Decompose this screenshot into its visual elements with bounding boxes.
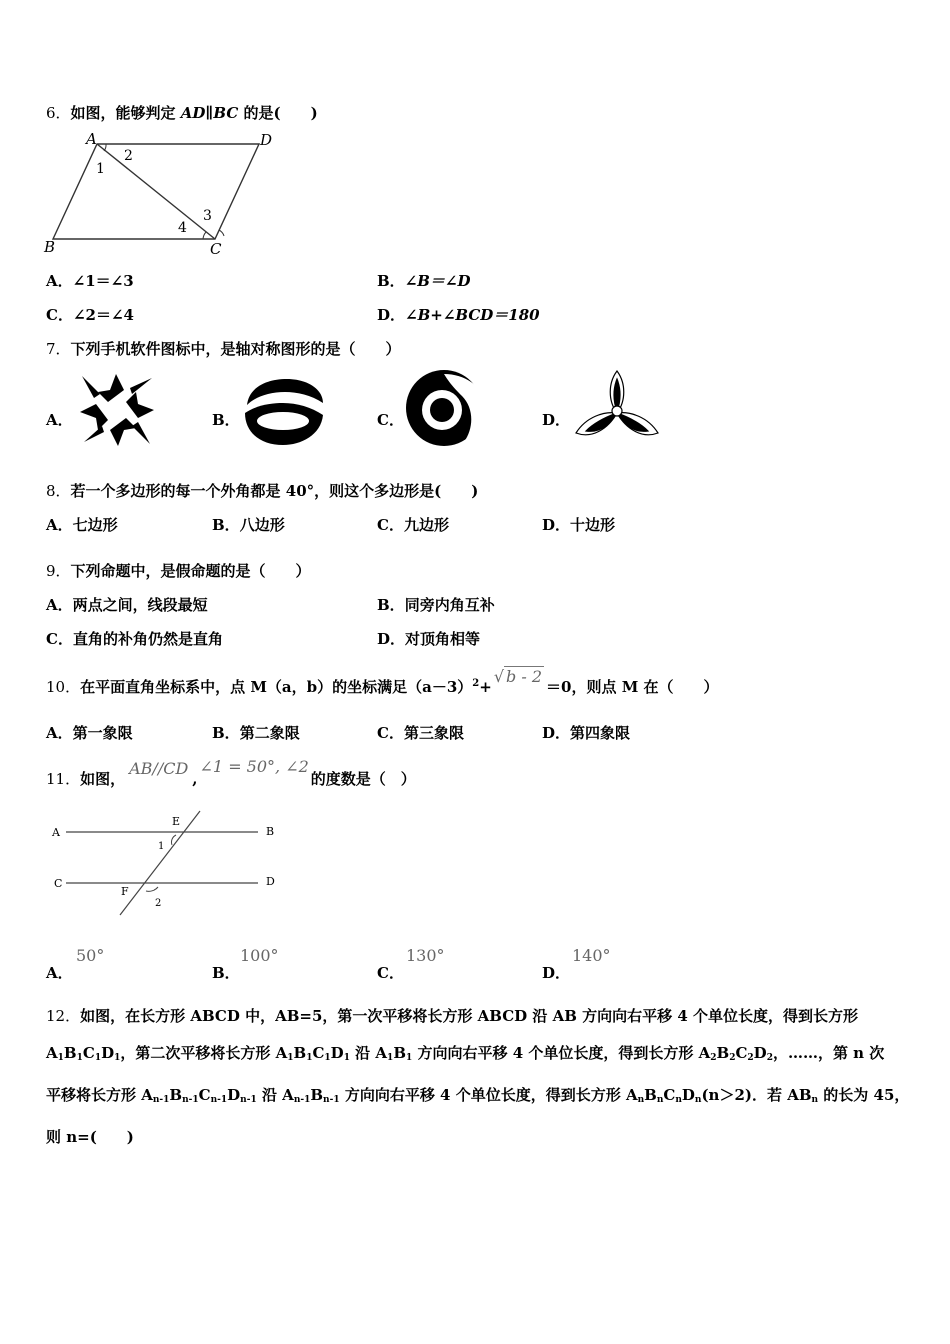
q12-number: 12．: [46, 1007, 81, 1025]
q11-text-a: 如图，: [80, 770, 126, 788]
q6-label-A: A: [86, 130, 97, 148]
q6-label-C: C: [210, 240, 222, 258]
q11-math-parallel: AB//CD: [129, 759, 189, 778]
q8-stem: [46, 480, 478, 501]
q11-angle-1: 1: [158, 841, 165, 852]
q6-label-D: D: [260, 131, 273, 149]
q11-stem: [46, 757, 416, 789]
q11-option-a-value: 50°: [76, 946, 105, 965]
q10-number: 10．: [46, 678, 81, 696]
split-ellipse-logo-icon: [241, 377, 327, 447]
q10-stem: [46, 667, 719, 697]
q11-text-b: 的度数是（ ）: [310, 770, 416, 788]
q8-option-c[interactable]: C．九边形: [377, 516, 449, 534]
q7-option-b[interactable]: B．: [212, 411, 240, 429]
q9-option-d[interactable]: D．对顶角相等: [377, 630, 481, 648]
q11-label-E: E: [172, 815, 181, 828]
q6-angle-2: 2: [124, 148, 133, 164]
q6-angle-4: 4: [178, 220, 187, 236]
q7-option-d[interactable]: D．: [542, 411, 571, 429]
q11-number: 11．: [46, 770, 81, 788]
q11-option-c-value: 130°: [406, 946, 445, 965]
q11-label-B: B: [266, 825, 275, 838]
q12-line-2: $A_1B_1C_1D_1$，第二次平移将长方形 $A_1B_1C_1D_1$ 沿 $A_1B_1$ 方向向右平移 4 个单位长度，得到长方形 $A_2B_2C_2D_2$，……，第 n 次: [46, 1044, 885, 1063]
q11-option-c-label[interactable]: C．: [377, 964, 404, 982]
q7-stem: [46, 338, 401, 359]
q11-math-angles: ∠1 = 50°, ∠2: [199, 757, 309, 776]
q8-option-b[interactable]: B．八边形: [212, 516, 285, 534]
q11-transversal-figure: [48, 805, 288, 920]
q11-label-F: F: [121, 885, 129, 898]
q9-option-b[interactable]: B．同旁内角互补: [377, 596, 495, 614]
q11-option-b-value: 100°: [240, 946, 279, 965]
four-star-logo-icon: [76, 370, 158, 450]
q11-option-d-value: 140°: [572, 946, 611, 965]
q6-option-c[interactable]: C．∠2＝∠4: [46, 306, 134, 324]
q9-option-a[interactable]: A．两点之间，线段最短: [46, 596, 208, 614]
q8-option-a[interactable]: A．七边形: [46, 516, 118, 534]
q6-label-B: B: [44, 238, 56, 256]
q6-option-d[interactable]: D．∠B+∠BCD＝180: [377, 306, 540, 324]
q10-plus: +: [479, 678, 492, 696]
q9-stem: [46, 560, 311, 581]
q6-option-a[interactable]: A．∠1＝∠3: [46, 272, 134, 290]
q7-option-c[interactable]: C．: [377, 411, 404, 429]
q12-line-1: 12．如图，在长方形 ABCD 中，AB=5，第一次平移将长方形 ABCD 沿 AB 方向向右平移 4 个单位长度，得到长方形: [46, 1007, 859, 1025]
q6-number: 6．: [46, 104, 71, 122]
q10-sqrt: √ b - 2: [493, 667, 543, 686]
q11-angle-2: 2: [155, 898, 162, 909]
q9-text: 下列命题中，是假命题的是（ ）: [70, 562, 311, 580]
q10-text-b: ＝0，则点 M 在（ ）: [546, 678, 719, 696]
q10-option-b[interactable]: B．第二象限: [212, 724, 300, 742]
q11-option-a-label[interactable]: A．: [46, 964, 73, 982]
three-petal-logo-icon: [570, 367, 665, 452]
q9-option-c[interactable]: C．直角的补角仍然是直角: [46, 630, 223, 648]
q7-option-a[interactable]: A．: [46, 411, 73, 429]
q6-text-b: 的是( ): [238, 104, 318, 122]
q11-label-D: D: [266, 875, 275, 888]
q11-option-d-label[interactable]: D．: [542, 964, 571, 982]
q6-option-b[interactable]: B．∠B＝∠D: [377, 272, 471, 290]
q10-option-c[interactable]: C．第三象限: [377, 724, 464, 742]
q8-text: 若一个多边形的每一个外角都是 40°，则这个多边形是( ): [70, 482, 479, 500]
q7-text: 下列手机软件图标中，是轴对称图形的是（ ）: [70, 340, 401, 358]
q10-superscript: 2: [472, 678, 480, 689]
q6-angle-3: 3: [203, 208, 212, 224]
crescent-ring-logo-icon: [404, 368, 490, 450]
q8-option-d[interactable]: D．十边形: [542, 516, 616, 534]
q6-math: AD∥BC: [180, 104, 239, 122]
q10-text-a: 在平面直角坐标系中，点 M（a，b）的坐标满足（a－3）: [80, 678, 473, 696]
q6-stem: [46, 102, 318, 123]
q10-option-d[interactable]: D．第四象限: [542, 724, 631, 742]
q11-label-C: C: [54, 877, 63, 890]
q7-number: 7．: [46, 340, 71, 358]
q6-angle-1: 1: [96, 161, 105, 177]
q11-label-A: A: [52, 826, 60, 839]
q8-number: 8．: [46, 482, 71, 500]
q6-parallelogram-figure: [40, 128, 280, 258]
q9-number: 9．: [46, 562, 71, 580]
q11-comma: ,: [192, 770, 198, 788]
q11-option-b-label[interactable]: B．: [212, 964, 240, 982]
q12-line-3: 平移将长方形 $A_{n-1}B_{n-1}C_{n-1}D_{n-1}$ 沿 $A_{n-1}B_{n-1}$ 方向向右平移 4 个单位长度，得到长方形 $A_nB_nC_nD_n(n>2)$．若 $AB_n$ 的长为 45，: [46, 1086, 910, 1105]
q6-text-a: 如图，能够判定: [70, 104, 181, 122]
q10-option-a[interactable]: A．第一象限: [46, 724, 133, 742]
q12-line-4: 则 n=( ): [46, 1128, 134, 1146]
q12-paragraph: [46, 998, 910, 1156]
